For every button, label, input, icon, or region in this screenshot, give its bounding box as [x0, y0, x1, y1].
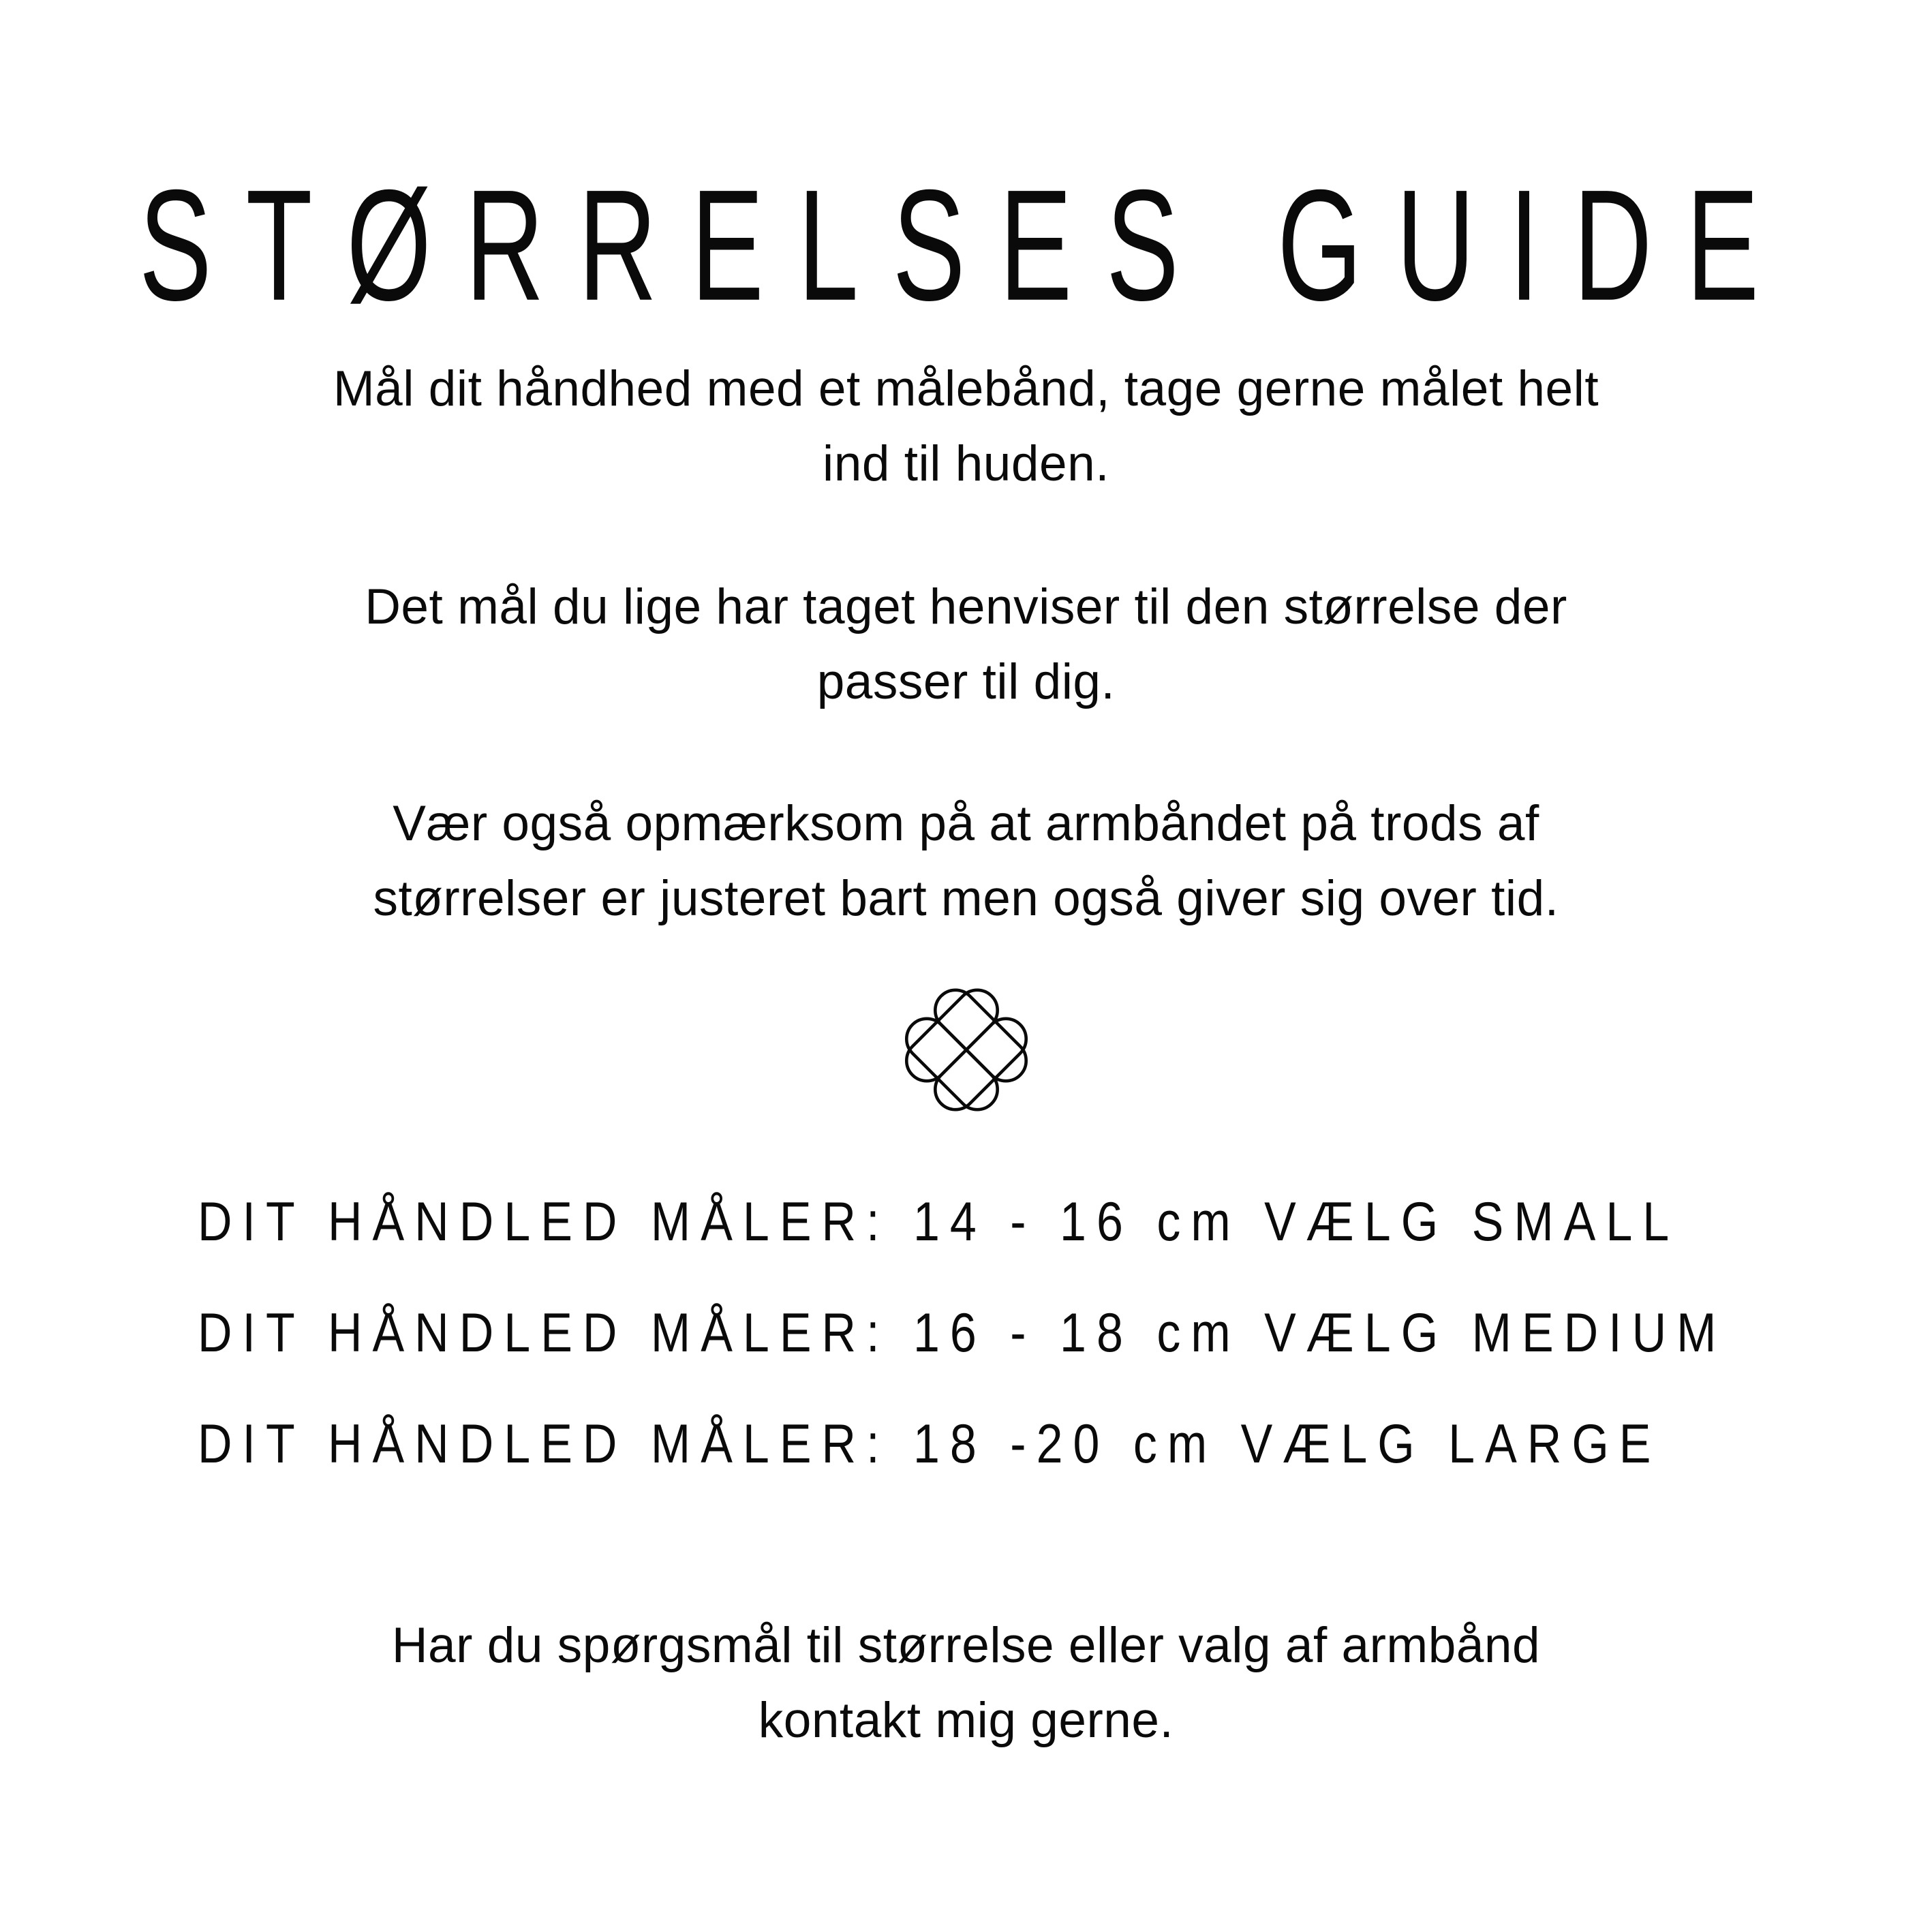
note-paragraph	[0, 786, 1932, 936]
measure-paragraph	[0, 570, 1932, 720]
intro-line-1: Mål dit håndhed med et målebånd, tage gerne målet helt	[333, 361, 1599, 416]
size-row-small: DIT HÅNDLED MÅLER: 14 - 16 cm VÆLG SMALL	[198, 1191, 1680, 1253]
note-line-2: størrelser er justeret bart men også giver sig over tid.	[373, 871, 1559, 926]
contact-line-1: Har du spørgsmål til størrelse eller valg af armbånd	[391, 1618, 1541, 1673]
intro-line-2: ind til huden.	[823, 436, 1109, 491]
note-line-1: Vær også opmærksom på at armbåndet på trods af	[393, 796, 1539, 851]
contact-line-2: kontakt mig gerne.	[758, 1693, 1174, 1748]
measure-line-1: Det mål du lige har taget henviser til den størrelse der	[365, 579, 1567, 634]
contact-paragraph	[0, 1608, 1932, 1758]
measure-line-2: passer til dig.	[816, 654, 1116, 709]
size-row-medium: DIT HÅNDLED MÅLER: 16 - 18 cm VÆLG MEDIUM	[198, 1302, 1727, 1364]
page-title: STØRRELSES GUIDE	[138, 156, 1794, 334]
knot-icon-svg	[896, 980, 1036, 1120]
intro-paragraph	[0, 352, 1932, 502]
knot-icon	[896, 980, 1036, 1120]
size-row-large: DIT HÅNDLED MÅLER: 18 -20 cm VÆLG LARGE	[198, 1413, 1661, 1475]
size-rows	[198, 1191, 1727, 1527]
